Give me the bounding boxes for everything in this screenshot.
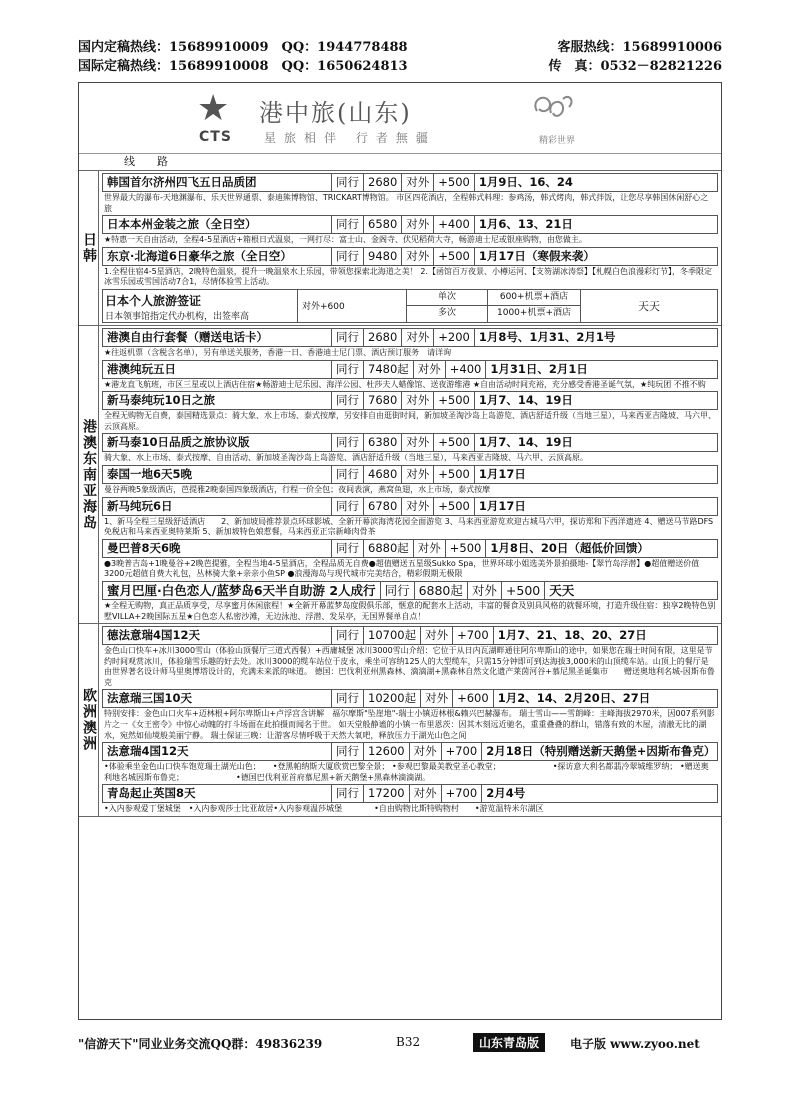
wonderful-world-logo — [529, 89, 577, 129]
tour-row[interactable] — [102, 497, 718, 516]
retail-label: 对外 — [402, 392, 434, 409]
peer-price: 7680 — [364, 392, 402, 409]
tour-description: 金色山口快车+冰川3000雪山（体验山顶餐厅三道式西餐）+西庸城堡 冰川3000雪山介绍：它位于从日内瓦湖畔通往阿尔卑斯山的途中，如果您在瑞士时间有限，这里是节约时间观赏冰川，体验瑞雪乐趣的好去处。冰川3000的缆车站位于皮永，乘坐可容纳125人的大型缆车，只需15分钟即可到达海拔3,000米的山顶缆车站。山顶上的餐厅是由世界著名设计师马里奥博塔设计的，充满未来派的味道。 德国：巴伐利亚州黑森林、滴滴湖+黑森林自然文化遗产莱茵河谷+慕尼黑圣诞集市 赠送奥地利名城-因斯布鲁克 — [104, 646, 715, 687]
tour-name: 法意瑞三国10天 — [103, 690, 332, 707]
qq-group: "信游天下"同业业务交流QQ群：49836239 — [78, 1037, 323, 1051]
tour-row[interactable] — [102, 581, 718, 600]
visa-title: 日本个人旅游签证 — [105, 293, 202, 308]
wonderful-world-text: 精彩世界 — [539, 136, 576, 146]
visa-fee-single: 600+机票+酒店 — [488, 290, 580, 306]
retail-label: 对外 — [402, 498, 434, 515]
peer-label: 同行 — [332, 434, 364, 451]
retail-label: 对外 — [402, 466, 434, 483]
retail-label: 对外 — [421, 690, 453, 707]
peer-label: 同行 — [332, 498, 364, 515]
intl-hotline: 国际定稿热线：15689910008 QQ：1650624813 — [78, 59, 408, 74]
retail-label: 对外 — [402, 248, 434, 265]
region-side-label — [79, 171, 99, 325]
departure-dates: 1月7、14、19日 — [478, 435, 573, 450]
retail-markup: +500 — [502, 582, 545, 599]
region-content — [99, 326, 721, 623]
peer-price: 2680 — [364, 174, 402, 191]
peer-label: 同行 — [332, 540, 364, 557]
peer-price: 4680 — [364, 466, 402, 483]
tour-name: 德法意瑞4国12天 — [103, 627, 332, 644]
retail-label: 对外 — [402, 174, 434, 191]
region-block — [79, 624, 721, 817]
visa-subtitle: 日本领事馆指定代办机构，出签率高 — [105, 311, 250, 322]
tour-row[interactable] — [102, 433, 718, 452]
peer-price: 7480起 — [364, 361, 414, 378]
peer-price: 6580 — [364, 216, 402, 233]
tour-row[interactable] — [102, 784, 718, 803]
peer-label: 同行 — [332, 743, 364, 760]
peer-label: 同行 — [332, 627, 364, 644]
peer-price: 10700起 — [364, 627, 421, 644]
retail-markup: +500 — [446, 540, 487, 557]
tour-name: 蜜月巴厘·白色恋人/蓝梦岛6天半自助游 2人成行 — [103, 582, 381, 599]
visa-title-cell — [103, 290, 298, 322]
tour-row[interactable] — [102, 360, 718, 379]
departure-dates: 1月17日（寒假来袭） — [478, 248, 595, 263]
retail-markup: +500 — [434, 434, 475, 451]
peer-price: 17200 — [364, 785, 410, 802]
tour-row[interactable] — [102, 689, 718, 708]
region-side-label — [79, 326, 99, 623]
visa-fees — [488, 290, 581, 322]
tour-description: 1、新马全程三星级舒适酒店 2、新加坡局推荐景点环球影城、全新开幕滨海湾花园全面游览 3、马来西亚游览欢迎古城马六甲，探访郑和下西洋遗迹 4、赠送马节路DFS免税店和马来西亚奥特莱斯 5、新加坡特色娘惹餐，马来西亚正宗新峰肉骨茶 — [104, 516, 714, 537]
tour-name: 日本本州金装之旅（全日空） — [103, 216, 332, 233]
peer-price: 10200起 — [364, 690, 421, 707]
peer-price: 2680 — [364, 329, 402, 346]
visa-fee-multi: 1000+机票+酒店 — [497, 307, 571, 318]
tour-name: 韩国首尔济州四飞五日品质团 — [103, 174, 332, 191]
peer-price: 6780 — [364, 498, 402, 515]
departure-dates: 天天 — [549, 582, 575, 598]
page-number: B32 — [396, 1035, 421, 1049]
retail-markup: +500 — [434, 392, 475, 409]
retail-label: 对外 — [414, 540, 446, 557]
peer-label: 同行 — [332, 785, 364, 802]
tour-row[interactable] — [102, 173, 718, 192]
peer-price: 9480 — [364, 248, 402, 265]
peer-label: 同行 — [332, 392, 364, 409]
retail-markup: +500 — [434, 174, 475, 191]
service-hotline: 客服热线：15689910006 — [557, 40, 722, 55]
tour-description: 1.全程住宿4-5星酒店，2晚特色温泉，提升一晚温泉水上乐园，带领您探索北海道之美！ 2.【函馆百万夜景、小樽运河、【支笏湖冰涛祭】【札幌白色浪漫彩灯节】，冬季限定冰雪乐园或雪国活动7合1，尽情体验雪上活动。 — [104, 266, 712, 287]
tour-name: 新马纯玩6日 — [103, 498, 332, 515]
retail-markup: +700 — [453, 627, 494, 644]
tour-row[interactable] — [102, 626, 718, 645]
departure-dates: 1月8日、20日（超低价回馈） — [490, 540, 649, 555]
departure-dates: 1月6、13、21日 — [478, 217, 573, 232]
tour-description: •入内参观爱丁堡城堡 •入内参观莎士比亚故居•入内参观温莎城堡 •自由购物比斯特购物村 •游览温特米尔湖区 — [104, 804, 544, 814]
cts-banner — [79, 83, 721, 154]
retail-markup: +400 — [434, 216, 475, 233]
tour-description: 特别安排：金色山口火车+迈林根+阿尔卑斯山+卢浮宫含讲解 福尔摩斯"坠崖地"-瑞士小镇迈林根&赖兴巴赫瀑布。 瑞士雪山——雪朗峰：主峰海拔2970米，因007系列影片之一《女王密令》中惊心动魄的打斗场面在此拍摄而闻名于世。 如天堂般静谧的小镇一布里恩茨：因其木刻远近驰名，重重叠叠的群山，错落有致的木屋，清澈无比的湖水，宛然如仙境般美丽宁静。 瑞士保证三晚：让游客尽情呼吸于天然大氧吧，释放压力于湖光山色之间 — [104, 709, 715, 740]
departure-dates: 1月9日、16、24 — [478, 175, 573, 189]
retail-markup: +700 — [442, 785, 483, 802]
peer-label: 同行 — [381, 582, 415, 599]
departure-dates: 1月7、14、19日 — [478, 393, 573, 408]
region-label-text: 港澳东南亚海岛 — [81, 418, 97, 531]
tour-description: •体验乘坐金色山口快车饱览瑞士湖光山色； •登黑帕纳斯大厦欣赏巴黎全景； •参观巴黎最美教堂圣心教堂； •探访意大利名都翡冷翠城维罗纳； •赠送奥利地名城因斯布鲁克； •德国巴伐利亚首府慕尼黑+新天鹅堡+黑森林滴滴湖。 — [104, 762, 709, 782]
tour-description: ★全程无购物，真正品质享受，尽享蜜月休闲旅程！★全新开幕蓝梦岛度假俱乐部，惬意的配套水上活动，丰富的餐食及别具风格的就餐环境，打造升级住宿：独享2晚特色别墅VILLA+2晚国际五星★白色恋人私密沙滩，无边泳池、浮潜、发呆亭，无国界餐单自点！ — [104, 600, 716, 621]
tour-description: 世界最大的瀑布-天地渊瀑布、乐天世界通票、泰迪熊博物馆、TRICKART博物馆。 市区四花酒店，全程韩式料理：参鸡汤，韩式烤肉，韩式拌饭，让您尽享韩国休闲舒心之旅 — [104, 193, 709, 213]
region-content — [99, 624, 721, 816]
tour-name: 港澳自由行套餐（赠送电话卡） — [103, 329, 332, 346]
retail-markup: +700 — [442, 743, 483, 760]
peer-label: 同行 — [332, 361, 364, 378]
visa-kinds — [407, 290, 488, 322]
retail-label: 对外 — [402, 216, 434, 233]
departure-dates: 2月18日（特别赠送新天鹅堡+因斯布鲁克） — [486, 744, 716, 759]
edition-badge: 山东青岛版 — [473, 1033, 545, 1052]
region-content — [99, 171, 721, 325]
tour-row[interactable] — [102, 391, 718, 410]
retail-label: 对外 — [410, 785, 442, 802]
peer-label: 同行 — [332, 690, 364, 707]
tour-name: 青岛起止英国8天 — [103, 785, 332, 802]
visa-kind-multi: 多次 — [437, 307, 456, 318]
tour-name: 法意瑞4国12天 — [103, 743, 332, 760]
region-label-text: 欧洲澳洲 — [81, 688, 97, 753]
departure-dates: 1月17日 — [478, 466, 526, 481]
tour-name: 泰国一地6天5晚 — [103, 466, 332, 483]
retail-label: 对外 — [410, 743, 442, 760]
region-block — [79, 171, 721, 326]
visa-row[interactable] — [102, 289, 718, 323]
retail-markup: +400 — [446, 361, 487, 378]
retail-markup: +500 — [434, 498, 475, 515]
tour-row[interactable] — [102, 465, 718, 484]
peer-price: 12600 — [364, 743, 410, 760]
tour-name: 新马泰10日品质之旅协议版 — [103, 434, 332, 451]
domestic-hotline: 国内定稿热线：15689910009 QQ：1944778488 — [78, 40, 408, 55]
itinerary-sheet — [78, 82, 722, 1020]
tour-name: 新马泰纯玩10日之旅 — [103, 392, 332, 409]
departure-dates: 1月2、14、2月20日、27日 — [497, 691, 651, 706]
tour-name: 曼巴普8天6晚 — [103, 540, 332, 557]
tour-name: 港澳纯玩五日 — [103, 361, 332, 378]
visa-period: 天天 — [638, 299, 660, 313]
visa-price: 对外+600 — [298, 290, 407, 322]
peer-label: 同行 — [332, 329, 364, 346]
retail-markup: +500 — [434, 248, 475, 265]
visa-kind-single: 单次 — [407, 290, 487, 306]
tour-description: ●3晚普吉岛+1晚曼谷+2晚芭提雅，全程当地4-5星酒店，全程品质无自费●超值赠送五星级Sukko Spa，世界环球小姐选美外景拍摄地-【翠竹岛浮潜】●超值赠送价值3200元超值自费大礼包，丛林骑大象+亲亲小鱼SP ●浪漫海岛与现代城市完美结合，精彩假期无极限 — [104, 558, 700, 579]
tour-row[interactable] — [102, 215, 718, 234]
retail-markup: +200 — [434, 329, 475, 346]
tour-name: 东京·北海道6日豪华之旅（全日空） — [103, 248, 332, 265]
company-slogan: 星旅相伴 行者無疆 — [264, 131, 436, 145]
retail-label: 对外 — [421, 627, 453, 644]
retail-label: 对外 — [414, 361, 446, 378]
region-label-text: 日韩 — [81, 231, 97, 264]
cts-wordmark: CTS — [199, 129, 232, 145]
peer-label: 同行 — [332, 216, 364, 233]
tour-row[interactable] — [102, 742, 718, 761]
peer-price: 6880起 — [415, 582, 468, 599]
tour-description: ★港龙直飞航班，市区三星或以上酒店住宿★畅游迪士尼乐园、海洋公园、杜莎夫人蜡像馆、送夜游维港 ★自由活动时间充裕，充分感受香港圣诞气氛，★纯玩团 不推不购 — [104, 379, 706, 389]
departure-dates: 1月7、21、18、20、27日 — [497, 628, 647, 643]
company-title: 港中旅(山东) — [259, 99, 412, 127]
lines-header: 线 路 — [79, 154, 721, 171]
web-edition: 电子版 www.zyoo.net — [570, 1037, 700, 1051]
retail-markup: +500 — [434, 466, 475, 483]
peer-label: 同行 — [332, 466, 364, 483]
departure-dates: 1月8号、1月31、2月1号 — [478, 329, 616, 344]
peer-label: 同行 — [332, 174, 364, 191]
tour-row[interactable] — [102, 328, 718, 347]
region-block — [79, 326, 721, 624]
fax-line: 传 真：0532－82821226 — [548, 59, 722, 74]
tour-description: ★往返机票（含税含名单），另有单送关服务，香港一日、香港迪士尼门票、酒店预订服务 请详询 — [104, 347, 452, 357]
retail-markup: +600 — [453, 690, 494, 707]
retail-label: 对外 — [468, 582, 502, 599]
tour-description: 骑大象、水上市场、泰式按摩、自由活动、新加坡圣淘沙岛上岛游览、酒店舒适升级（当地三星），马来西亚吉隆坡、马六甲、云顶高原。 — [104, 453, 588, 463]
tour-row[interactable] — [102, 247, 718, 266]
tour-description: 全程无购物无自费，泰国精选景点：骑大象、水上市场、泰式按摩，另安排自由逛街时间，新加坡圣淘沙岛上岛游览、酒店舒适升级（当地三星），马来西亚吉隆坡、马六甲、云顶高原。 — [104, 411, 716, 431]
region-side-label — [79, 624, 99, 816]
cts-star-logo: ★ — [197, 88, 230, 129]
peer-label: 同行 — [332, 248, 364, 265]
tour-row[interactable] — [102, 539, 718, 558]
departure-dates: 1月31日、2月1日 — [490, 361, 588, 376]
peer-price: 6880起 — [364, 540, 414, 557]
departure-dates: 1月17日 — [478, 498, 526, 513]
tour-description: ★特惠一天自由活动，全程4-5星酒店+箱根日式温泉，一网打尽：富士山、金阁寺、伏见稻荷大寺，畅游迪士尼或银座购物，由您做主。 — [104, 235, 587, 245]
retail-label: 对外 — [402, 329, 434, 346]
page-footer — [78, 1033, 722, 1053]
peer-price: 6380 — [364, 434, 402, 451]
retail-label: 对外 — [402, 434, 434, 451]
departure-dates: 2月4号 — [486, 786, 526, 801]
tour-description: 曼谷两晚5象级酒店，芭提雅2晚泰国四象级酒店，行程一价全包；夜间表演，燕窝鱼翅，水上市场，泰式按摩 — [104, 484, 491, 494]
regions-container — [79, 171, 721, 817]
